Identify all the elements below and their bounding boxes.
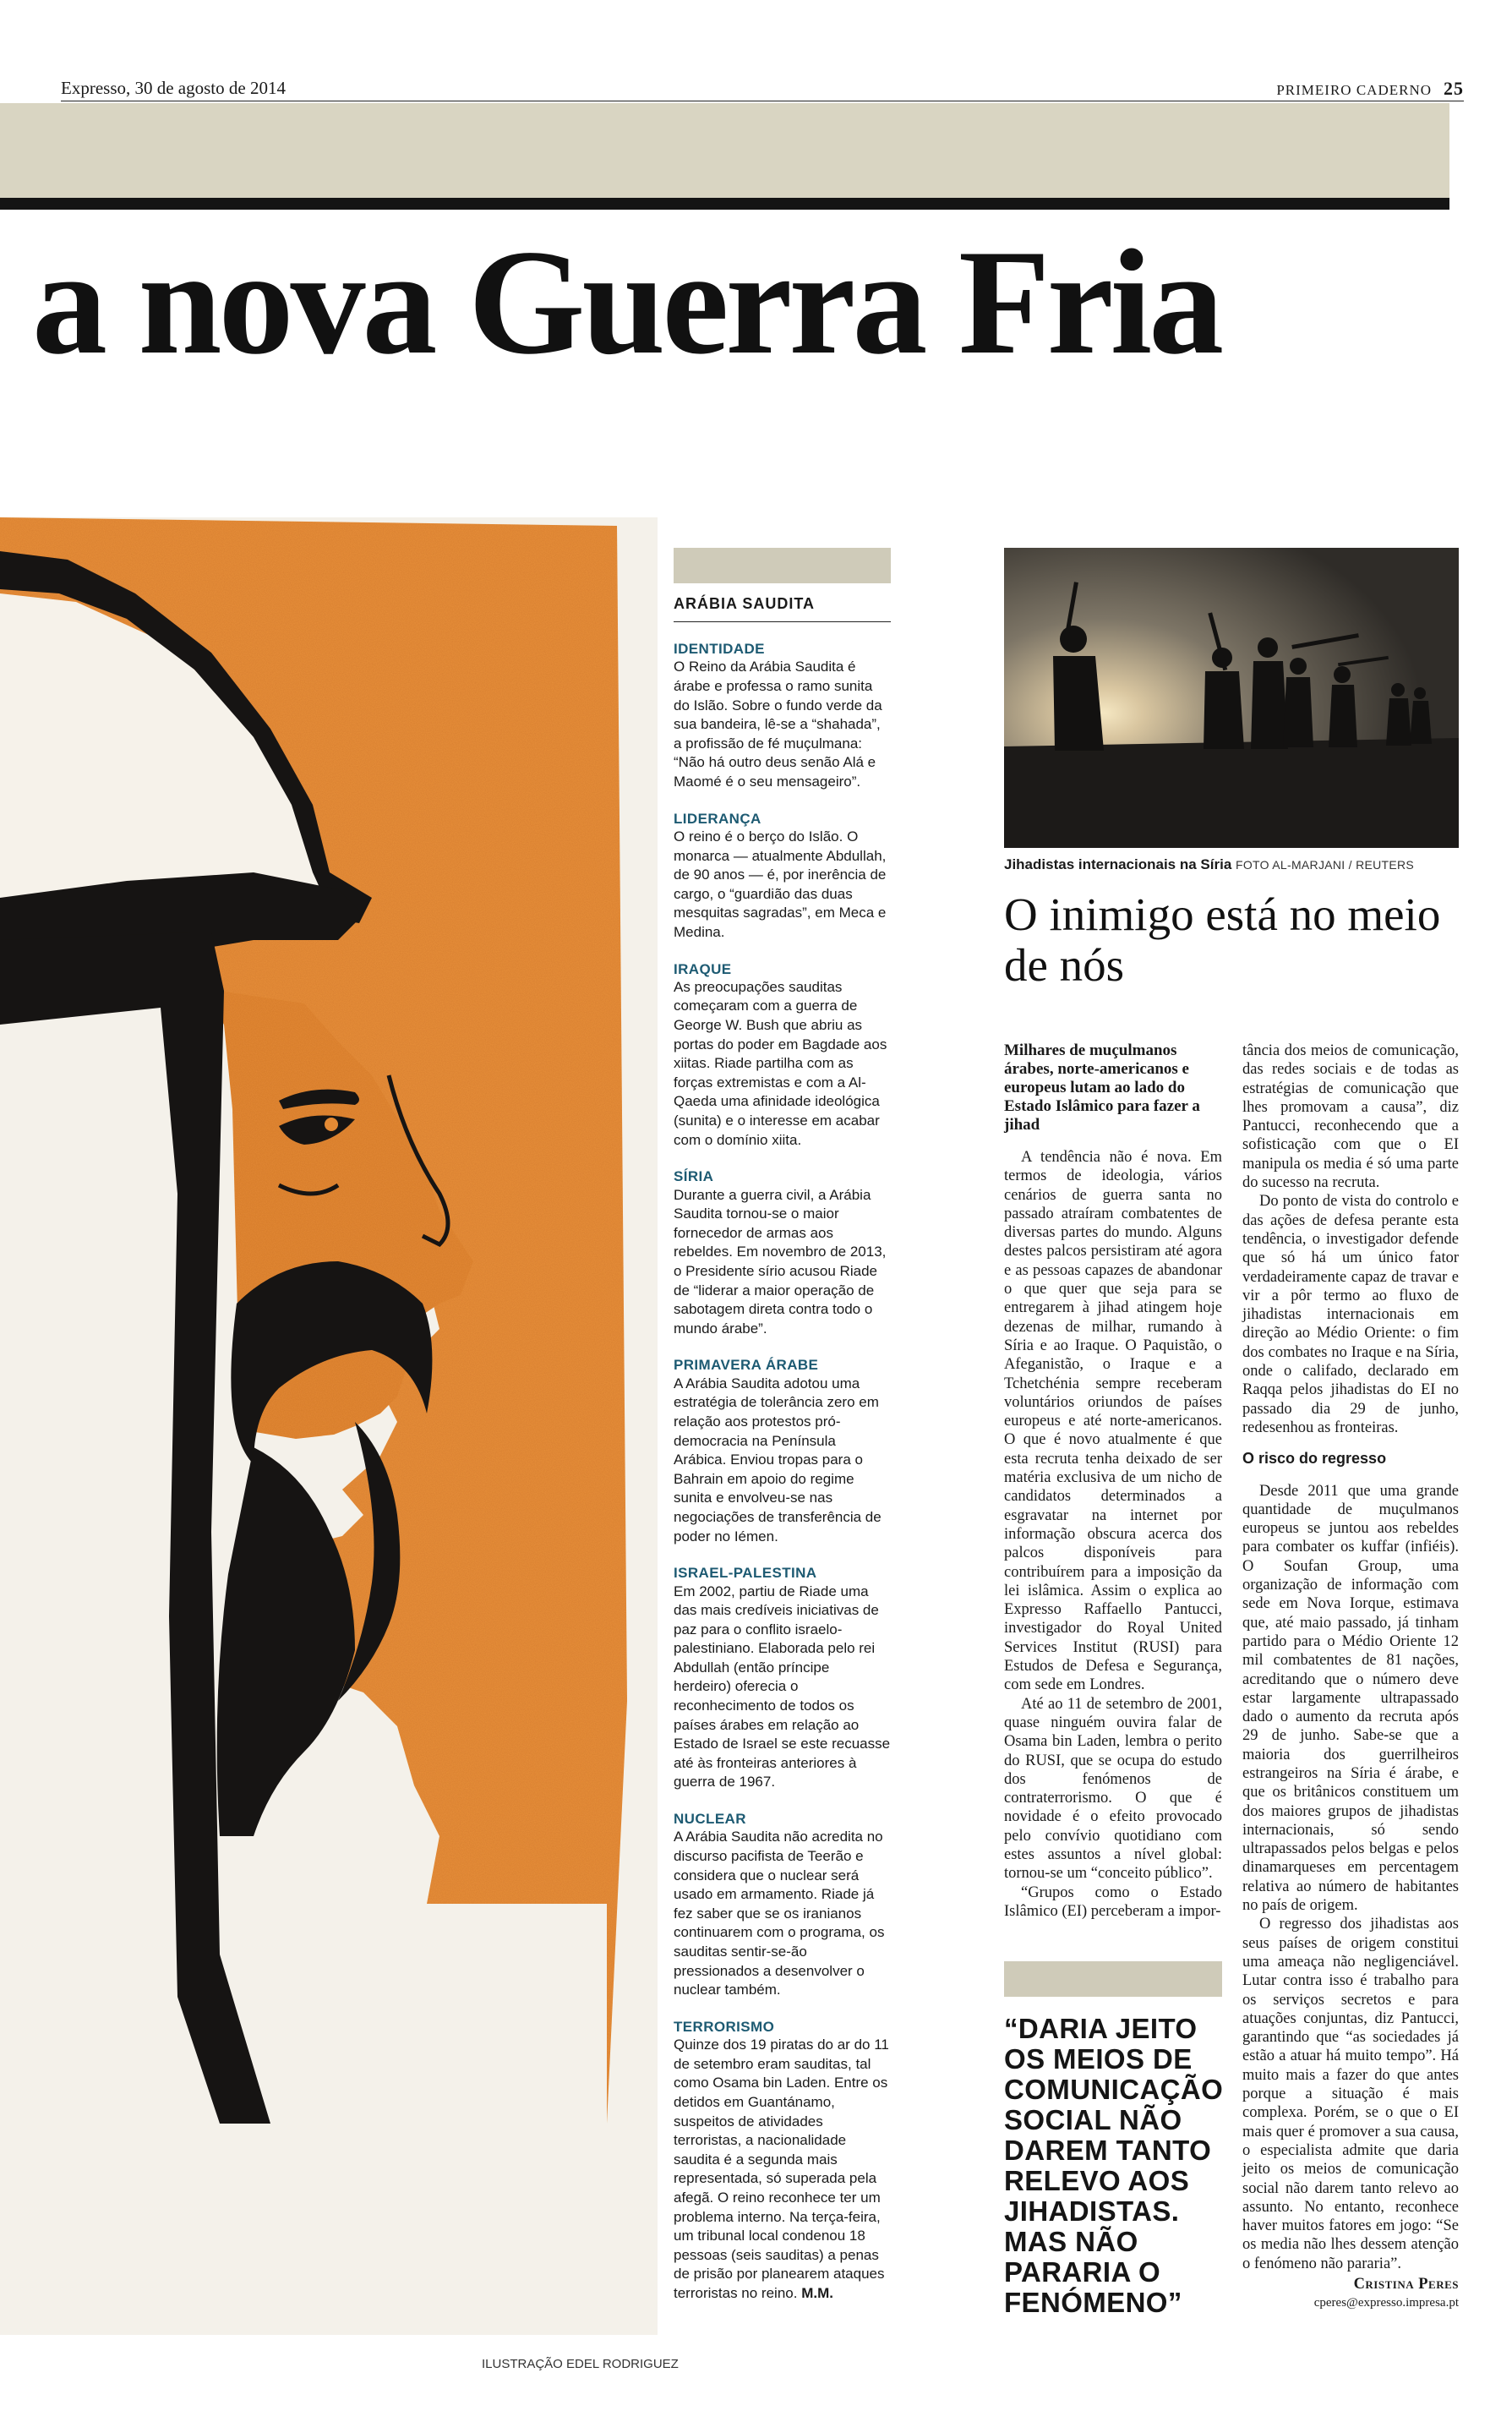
- photo-jihadists: [1004, 548, 1459, 848]
- illustration-svg: [0, 517, 658, 2335]
- section-text: O reino é o berço do Islão. O monarca — atualmente Abdullah, de 90 anos — é, por inerência de cargo, o “guardião das duas mesquitas sagradas”, em Meca e Medina.: [674, 828, 887, 940]
- article-column-2: [1242, 1041, 1459, 2313]
- main-headline: a nova Guerra Fria: [32, 218, 1221, 385]
- sidebar-tab: [674, 548, 891, 583]
- section-heading: ISRAEL-PALESTINA: [674, 1565, 817, 1582]
- article-paragraph: tância dos meios de comunicação, das redes sociais e de todas as estratégias de comunicação que lhes promovam a causa”, diz Pantucci, reconhecendo que a sofisticação com que o EI manipula os media é só uma parte do sucesso na recruta.: [1242, 1042, 1459, 1192]
- sidebar-section-israel-palestina: [674, 1565, 891, 1792]
- section-heading: PRIMAVERA ÁRABE: [674, 1357, 819, 1374]
- sidebar-title: ARÁBIA SAUDITA: [674, 583, 891, 622]
- author-email[interactable]: cperes@expresso.impresa.pt: [1313, 2296, 1459, 2310]
- article-paragraph: “Grupos como o Estado Islâmico (EI) perceberam a impor-: [1004, 1883, 1222, 1920]
- sidebar-arabia-saudita: [674, 548, 891, 2303]
- section-text: As preocupações sauditas começaram com a guerra de George W. Bush que abriu as portas do poder em Bagdade aos xiitas. Riade partilha com as forças extremistas e com a Al-Qaeda uma afinidade ideológica (sunita) e o interesse em acabar com o domínio xiita.: [674, 978, 887, 1148]
- page-header: [61, 78, 1464, 101]
- article-subheading: O risco do regresso: [1242, 1450, 1387, 1468]
- article-lede: Milhares de muçulmanos árabes, norte-americanos e europeus lutam ao lado do Estado Islâmico para fazer a jihad: [1004, 1041, 1200, 1134]
- section-heading: SÍRIA: [674, 1168, 714, 1185]
- pull-quote-tab: [1004, 1961, 1222, 1997]
- sidebar-section-terrorismo: [674, 2019, 891, 2304]
- section-text: A Arábia Saudita não acredita no discurso pacifista de Teerão e considera que o nuclear será usado em armamento. Riade já fez saber que se os iranianos continuarem com o programa, os sauditas sentir-se-ão pressionados a desenvolver o nuclear também.: [674, 1829, 885, 1998]
- black-band: [0, 198, 1449, 210]
- photo-svg: [1004, 548, 1459, 848]
- section-text: A Arábia Saudita adotou uma estratégia de tolerância zero em relação aos protestos pró-democracia na Península Arábica. Enviou tropas para o Bahrain em apoio do regime sunita e envolveu-se nas negociações de transferência de poder no Iémen.: [674, 1375, 882, 1544]
- section-name: PRIMEIRO CADERNO: [1276, 82, 1432, 98]
- article-paragraph: Até ao 11 de setembro de 2001, quase ninguém ouvira falar de Osama bin Laden, lembra o perito do RUSI, que se ocupa do estudo dos fenómenos de contraterrorismo. O que é novidade é o efeito provocado pelo convívio quotidiano com estes assuntos a nível global: tornou-se um “conceito público”.: [1004, 1695, 1222, 1883]
- sidebar-section-siria: [674, 1168, 891, 1338]
- sidebar-section-primavera-arabe: [674, 1357, 891, 1546]
- photo-credit: FOTO AL-MARJANI / REUTERS: [1236, 858, 1415, 872]
- article-paragraph: Do ponto de vista do controlo e das ações de defesa perante esta tendência, o investigador defende que só há um único fator verdadeiramente capaz de travar e vir a pôr termo ao fluxo de jihadistas internacionais em direção ao Médio Oriente: o fim dos combates no Iraque e na Síria, onde o califado, declarado em Raqqa pelos jihadistas do EI no passado dia 29 de junho, redesenhou as fronteiras.: [1242, 1193, 1459, 1436]
- section-heading: IRAQUE: [674, 960, 732, 977]
- article-author: Cristina Peres: [1353, 2276, 1459, 2293]
- sidebar-section-iraque: [674, 961, 891, 1151]
- section-text: Durante a guerra civil, a Arábia Saudita tornou-se o maior fornecedor de armas aos rebeldes. Em novembro de 2013, o Presidente sírio acusou Riade de “liderar a maior operação de sabotagem direta contra todo o mundo árabe”.: [674, 1186, 887, 1337]
- pull-quote-box: [1004, 1961, 1222, 2318]
- section-and-page: [1276, 78, 1464, 100]
- beige-band: [0, 103, 1449, 198]
- illustration-saudi-profile: [0, 517, 658, 2335]
- sidebar-section-nuclear: [674, 1811, 891, 2000]
- illustration-credit: ILUSTRAÇÃO EDEL RODRIGUEZ: [482, 2357, 679, 2371]
- publication-date: Expresso, 30 de agosto de 2014: [61, 78, 286, 98]
- sidebar-section-identidade: [674, 641, 891, 792]
- sidebar-signature: M.M.: [801, 2284, 833, 2301]
- section-heading: TERRORISMO: [674, 2018, 775, 2035]
- photo-caption: [1004, 856, 1477, 873]
- section-heading: LIDERANÇA: [674, 810, 761, 827]
- section-text: O Reino da Arábia Saudita é árabe e professa o ramo sunita do Islão. Sobre o fundo verde da sua bandeira, lê-se a “shahada”, a profissão de fé muçulmana: “Não há outro deus senão Alá e Maomé é o seu mensageiro”.: [674, 659, 882, 790]
- article-column-1: [1004, 1041, 1222, 1921]
- article-paragraph: Desde 2011 que uma grande quantidade de muçulmanos europeus se juntou aos rebeldes para combater os kuffar (infiéis). O Soufan Group, uma organização de informação com sede em Nova Iorque, estimava que, até maio passado, já tinham partido para o Médio Oriente 12 mil combatentes de 81 nações, acreditando que o número deve estar largamente ultrapassado dado o aumento da recruta após 29 de junho. Sabe-se que a maioria dos guerrilheiros estrangeiros na Síria é árabe, e que os britânicos constituem um dos maiores grupos de jihadistas internacionais, só sendo ultrapassados pelos belgas e pelos dinamarqueses em percentagem relativa ao número de habitantes no país de origem.: [1242, 1482, 1459, 1915]
- section-heading: NUCLEAR: [674, 1811, 746, 1828]
- section-heading: IDENTIDADE: [674, 641, 765, 657]
- sidebar-section-lideranca: [674, 811, 891, 943]
- page-number: 25: [1444, 78, 1464, 99]
- pull-quote: “DARIA JEITO OS MEIOS DE COMUNICAÇÃO SOCIAL NÃO DAREM TANTO RELEVO AOS JIHADISTAS. MAS NÃO PARARIA O FENÓMENO”: [1004, 2013, 1224, 2318]
- article-title: O inimigo está no meio de nós: [1004, 888, 1441, 991]
- section-text: Em 2002, partiu de Riade uma das mais credíveis iniciativas de paz para o conflito israelo-palestiniano. Elaborada pelo rei Abdullah (então príncipe herdeiro) oferecia o reconhecimento de todos os países árabes em relação ao Estado de Israel se este recuasse até às fronteiras anteriores à guerra de 1967.: [674, 1583, 891, 1790]
- caption-text: Jihadistas internacionais na Síria: [1004, 856, 1232, 872]
- section-text-body: Quinze dos 19 piratas do ar do 11 de setembro eram sauditas, tal como Osama bin Laden. Entre os detidos em Guantánamo, suspeitos de atividades terroristas, a nacionalidade saudita é a segunda mais representada, só superada pela afegã. O reino reconhece ter um problema interno. Na terça-feira, um tribunal local condenou 18 pessoas (seis sauditas) a penas de prisão por planearem ataques terroristas no reino.: [674, 2037, 889, 2301]
- section-text: [674, 2036, 891, 2303]
- article-paragraph: A tendência não é nova. Em termos de ideologia, vários cenários de guerra santa no passado atraíram combatentes de diversas partes do mundo. Alguns destes palcos persistiram até agora e as pessoas capazes de abandonar o que quer que seja para se entregarem à jihad atingem hoje dezenas de milhar, rumando à Síria e ao Iraque. O Paquistão, o Afeganistão, o Iraque e a Tchetchénia sempre receberam voluntários oriundos de países europeus e até norte-americanos. O que é novo atualmente é que esta recruta tenha deixado de ser matéria exclusiva de um nicho de candidatos determinados a esgravatar na internet por informação obscura acerca dos palcos disponíveis para contribuírem para a imposição da lei islâmica. Assim o explica ao Expresso Raffaello Pantucci, investigador do Royal United Services Institut (RUSI) para Estudos de Defesa e Segurança, com sede em Londres.: [1004, 1149, 1222, 1694]
- article-paragraph: O regresso dos jihadistas aos seus países de origem constitui uma ameaça não negligenciável. Lutar contra isso é trabalho para os serviços secretos e para atuações conjuntas, diz Pantucci, garantindo que “as sociedades já estão a atuar há muito tempo”. Há muito mais a fazer do que antes porque a situação é mais complexa. Porém, se o que o EI mais quer é promover a sua causa, o especialista admite que daria jeito os meios de comunicação social não darem tanto relevo ao assunto. No entanto, reconhece haver muitos fatores em jogo: “Se os media não lhes dessem atenção o fenómeno não pararia”.: [1242, 1916, 1459, 2272]
